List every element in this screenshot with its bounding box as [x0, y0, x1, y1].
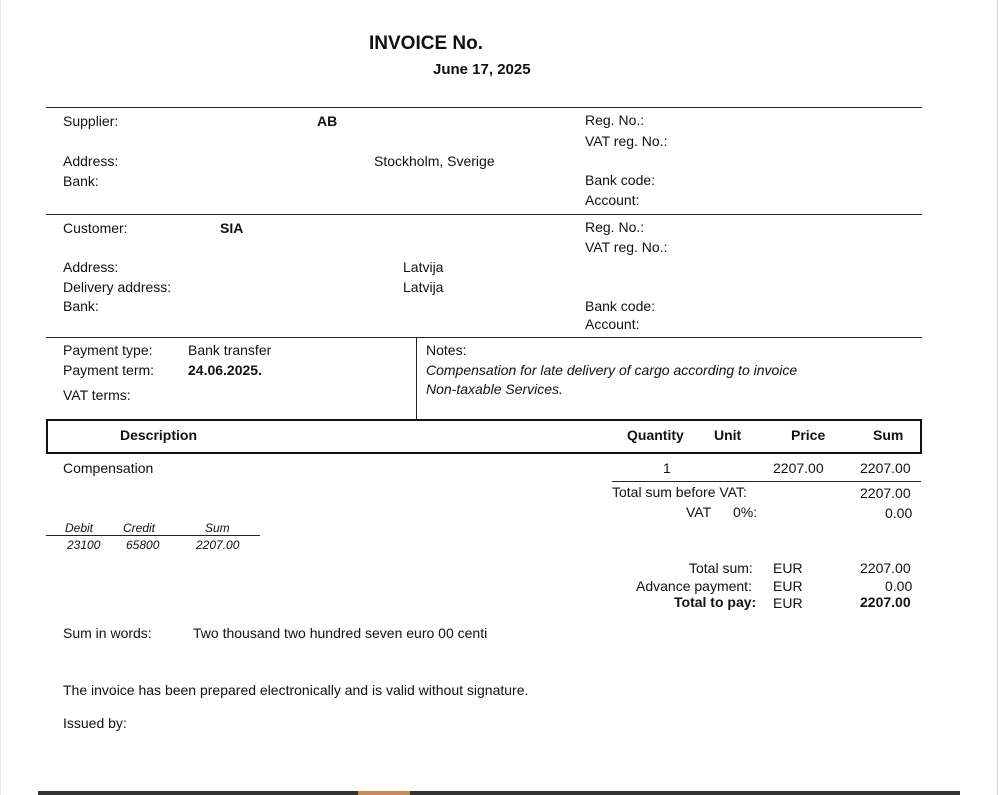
notes-label: Notes:	[426, 342, 467, 358]
total-sum-currency: EUR	[773, 560, 803, 576]
row-quantity: 1	[663, 460, 671, 476]
before-vat-label: Total sum before VAT:	[612, 484, 747, 500]
acct-debit-header: Debit	[65, 521, 94, 535]
divider-payment	[46, 337, 922, 338]
vat-rate: 0%:	[733, 504, 758, 520]
sum-in-words: Two thousand two hundred seven euro 00 centi	[193, 625, 488, 641]
customer-bank-code-label: Bank code:	[585, 298, 656, 314]
acct-sum-header: Sum	[205, 521, 230, 535]
divider-customer	[46, 214, 922, 215]
to-pay-label: Total to pay:	[674, 594, 757, 610]
electronic-statement: The invoice has been prepared electronically and is valid without signature.	[63, 682, 529, 698]
acct-debit: 23100	[67, 538, 101, 552]
customer-bank-label: Bank:	[63, 298, 99, 314]
payment-term: 24.06.2025.	[188, 362, 262, 378]
issued-by-label: Issued by:	[63, 715, 127, 731]
acct-divider	[46, 535, 260, 536]
acct-sum: 2207.00	[196, 538, 240, 552]
totals-divider	[612, 481, 921, 482]
invoice-date: June 17, 2025	[433, 61, 531, 78]
supplier-bank-code-label: Bank code:	[585, 172, 656, 188]
customer-delivery-label: Delivery address:	[63, 279, 172, 295]
total-sum-label: Total sum:	[689, 560, 753, 576]
vat-label: VAT	[686, 504, 712, 520]
payment-term-label: Payment term:	[63, 362, 155, 378]
header-description: Description	[120, 427, 198, 443]
customer-address: Latvija	[403, 259, 444, 275]
customer-delivery-address: Latvija	[403, 279, 444, 295]
invoice-title: INVOICE No.	[369, 33, 484, 54]
supplier-account-label: Account:	[585, 192, 640, 208]
divider-top	[46, 107, 922, 108]
supplier-address: Stockholm, Sverige	[374, 153, 495, 169]
notes-line-1: Compensation for late delivery of cargo according to invoice	[426, 362, 798, 378]
sum-in-words-label: Sum in words:	[63, 625, 152, 641]
supplier-reg-label: Reg. No.:	[585, 112, 645, 128]
to-pay-currency: EUR	[773, 595, 803, 611]
payment-notes-divider	[416, 337, 417, 420]
supplier-name: AB	[317, 113, 338, 129]
advance-currency: EUR	[773, 578, 803, 594]
advance-value: 0.00	[885, 578, 913, 594]
supplier-label: Supplier:	[63, 113, 119, 129]
header-sum: Sum	[873, 427, 904, 443]
row-price: 2207.00	[773, 460, 824, 476]
supplier-vat-reg-label: VAT reg. No.:	[585, 133, 668, 149]
customer-account-label: Account:	[585, 316, 640, 332]
row-description: Compensation	[63, 460, 154, 476]
acct-credit-header: Credit	[123, 521, 156, 535]
customer-address-label: Address:	[63, 259, 119, 275]
bottom-edge-accent	[358, 791, 410, 795]
customer-label: Customer:	[63, 220, 128, 236]
row-sum: 2207.00	[860, 460, 911, 476]
supplier-address-label: Address:	[63, 153, 119, 169]
notes-line-2: Non-taxable Services.	[426, 381, 563, 397]
header-quantity: Quantity	[627, 427, 684, 443]
advance-label: Advance payment:	[636, 578, 752, 594]
vat-terms-label: VAT terms:	[63, 387, 131, 403]
header-unit: Unit	[714, 427, 742, 443]
vat-value: 0.00	[885, 505, 913, 521]
acct-credit: 65800	[126, 538, 160, 552]
header-price: Price	[791, 427, 826, 443]
page-left-edge	[0, 0, 1, 795]
before-vat-value: 2207.00	[860, 485, 911, 501]
payment-type: Bank transfer	[188, 342, 272, 358]
to-pay-value: 2207.00	[860, 594, 911, 610]
customer-reg-label: Reg. No.:	[585, 219, 645, 235]
customer-vat-reg-label: VAT reg. No.:	[585, 239, 668, 255]
payment-type-label: Payment type:	[63, 342, 153, 358]
supplier-bank-label: Bank:	[63, 173, 99, 189]
bottom-edge-bar	[38, 791, 960, 795]
total-sum-value: 2207.00	[860, 560, 911, 576]
customer-name: SIA	[220, 220, 244, 236]
